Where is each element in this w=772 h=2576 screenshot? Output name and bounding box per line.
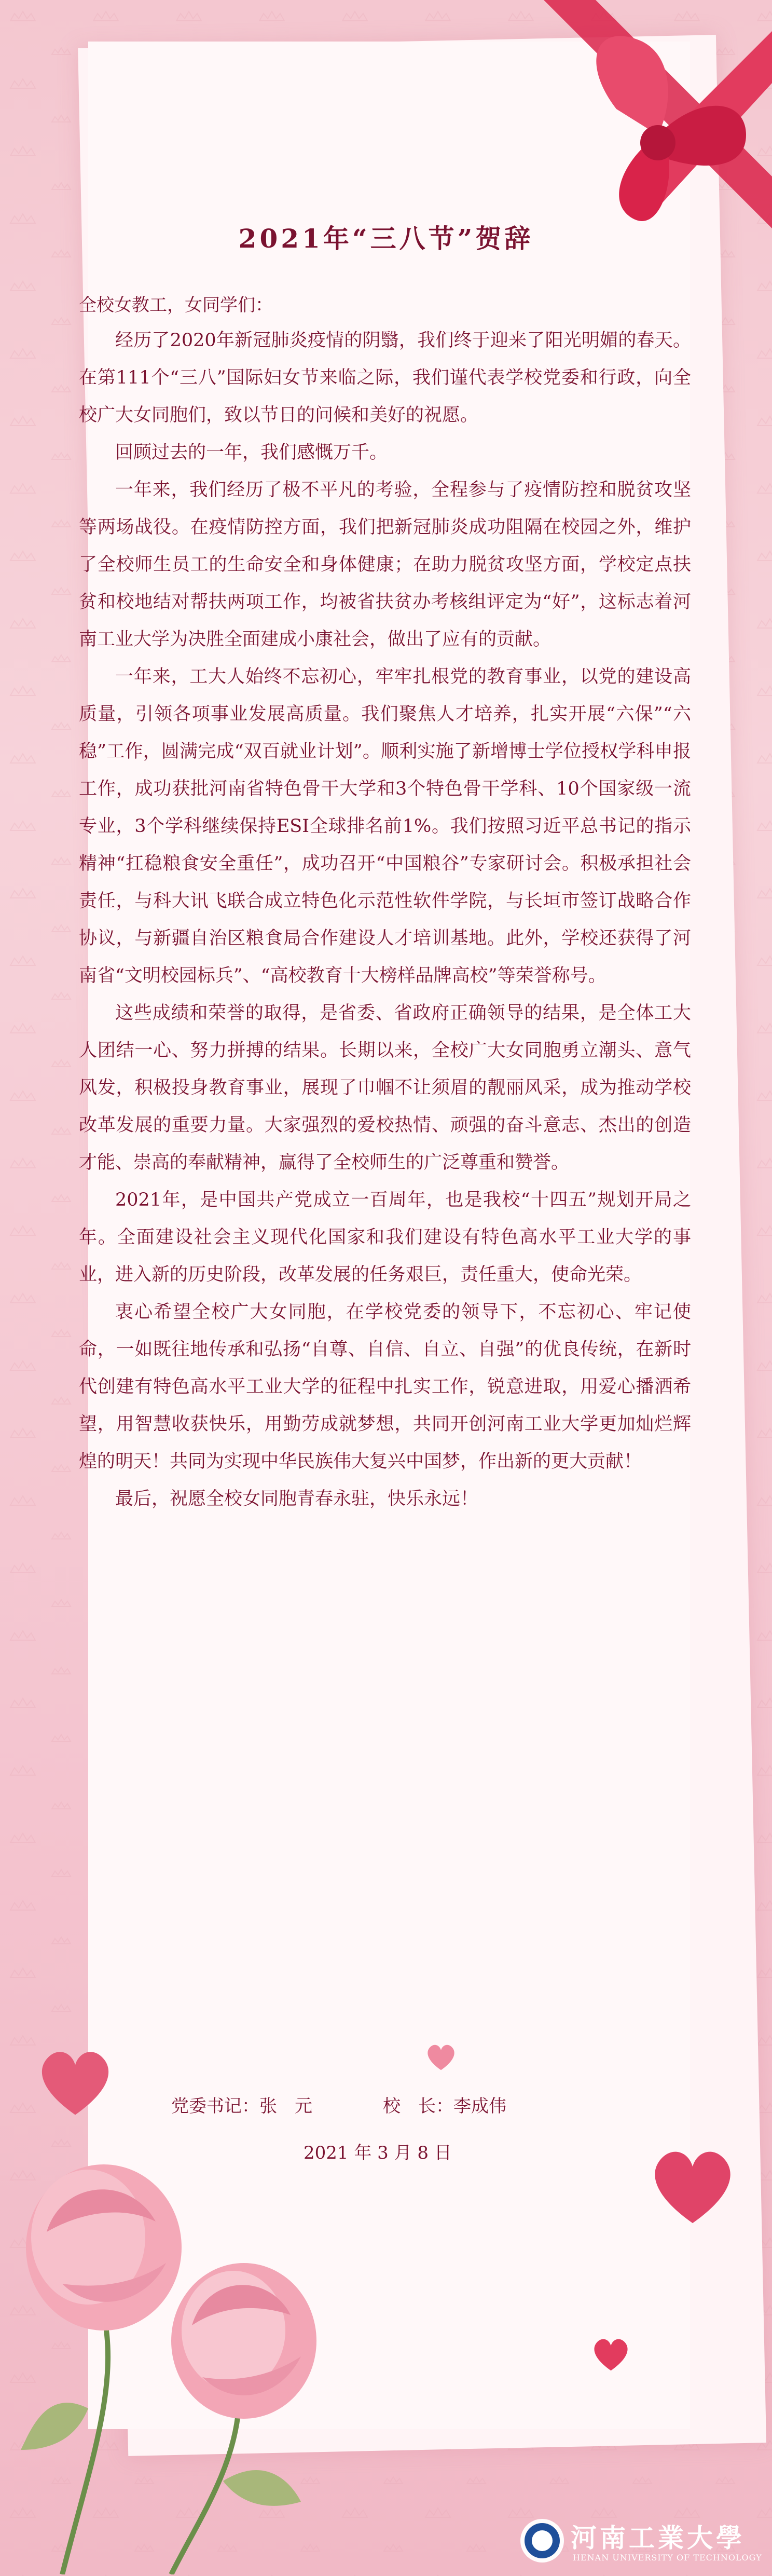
paragraph: 一年来，我们经历了极不平凡的考验，全程参与了疫情防控和脱贫攻坚等两场战役。在疫情防控方面，我们把新冠肺炎成功阻隔在校园之外，维护了全校师生员工的生命安全和身体健康；在助力脱贫攻坚方面，学校定点扶贫和校地结对帮扶两项工作，均被省扶贫办考核组评定为“好”，这标志着河南工业大学为决胜全面建成小康社会，做出了应有的贡献。 (79, 480, 691, 650)
letter-date: 2021 年 3 月 8 日 (304, 2143, 452, 2163)
rose-flowers-decoration (0, 2118, 322, 2574)
letter-title: 2021年“三八节”贺辞 (238, 223, 534, 254)
paragraph: 经历了2020年新冠肺炎疫情的阴翳，我们终于迎来了阳光明媚的春天。在第111个“三八”国际妇女节来临之际，我们谨代表学校党委和行政，向全校广大女同胞们，致以节日的问候和美好的祝愿。 (79, 330, 691, 426)
paragraph: 最后，祝愿全校女同胞青春永驻，快乐永远！ (115, 1489, 479, 1509)
heart-icon (425, 2042, 457, 2071)
paragraph: 回顾过去的一年，我们感慨万千。 (115, 442, 388, 463)
letter-signature: 党委书记：张 元 校 长：李成伟 (171, 2096, 506, 2117)
heart-icon (36, 2045, 114, 2118)
paragraph: 这些成绩和荣誉的取得，是省委、省政府正确领导的结果，是全体工大人团结一心、努力拼搏的结果。长期以来，全校广大女同胞勇立潮头、意气风发，积极投身教育事业，展现了巾帼不让须眉的靓丽风采，成为推动学校改革发展的重要力量。大家强烈的爱校热情、顽强的奋斗意志、杰出的创造才能、崇高的奉献精神，赢得了全校师生的广泛尊重和赞誉。 (79, 1003, 691, 1173)
university-name: 河南工業大學 (571, 2523, 745, 2553)
university-name-english: HENAN UNIVERSITY OF TECHNOLOGY (573, 2553, 762, 2563)
paragraph: 2021年，是中国共产党成立一百周年，也是我校“十四五”规划开局之年。全面建设社会主义现代化国家和我们建设有特色高水平工业大学的事业，进入新的历史阶段，改革发展的任务艰巨，责任重大，使命光荣。 (79, 1190, 691, 1285)
heart-icon (649, 2144, 737, 2227)
letter-greeting: 全校女教工，女同学们： (79, 295, 273, 316)
paragraph: 一年来，工大人始终不忘初心，牢牢扎根党的教育事业，以党的建设高质量，引领各项事业发展高质量。我们聚焦人才培养，扎实开展“六保”“六稳”工作，圆满完成“双百就业计划”。顺利实施了新增博士学位授权学科申报工作，成功获批河南省特色骨干大学和3个特色骨干学科、10个国家级一流专业，3个学科继续保持ESI全球排名前1%。我们按照习近平总书记的指示精神“扛稳粮食安全重任”，成功召开“中国粮谷”专家研讨会。积极承担社会责任，与科大讯飞联合成立特色化示范性软件学院，与长垣市签订战略合作协议，与新疆自治区粮食局合作建设人才培训基地。此外，学校还获得了河南省“文明校园标兵”、“高校教育十大榜样品牌高校”等荣誉称号。 (79, 666, 691, 986)
heart-icon (591, 2336, 630, 2372)
paragraph: 衷心希望全校广大女同胞，在学校党委的领导下，不忘初心、牢记使命，一如既往地传承和弘扬“自尊、自信、自立、自强”的优良传统，在新时代创建有特色高水平工业大学的征程中扎实工作，锐意进取，用爱心播洒希望，用智慧收获快乐，用勤劳成就梦想，共同开创河南工业大学更加灿烂辉煌的明天！共同为实现中华民族伟大复兴中国梦，作出新的更大贡献！ (79, 1302, 691, 1472)
letter-body (79, 322, 691, 1518)
